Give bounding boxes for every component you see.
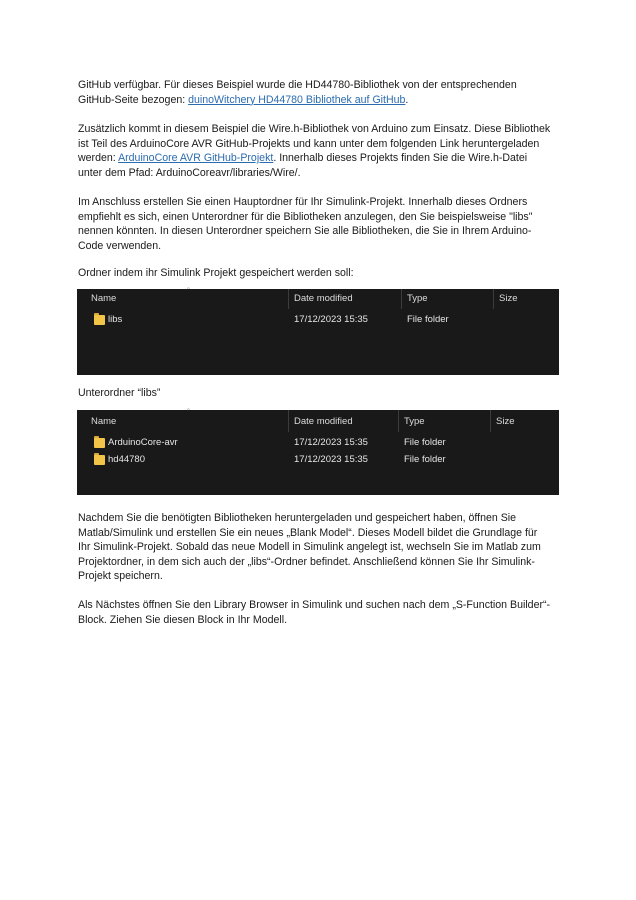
text-line: werden: bbox=[78, 152, 119, 165]
column-divider bbox=[288, 289, 289, 309]
text-line: unter dem Pfad: ArduinoCoreavr/libraries/Wire/. bbox=[78, 166, 301, 179]
text-line: Ordner indem ihr Simulink Projekt gespeichert werden soll: bbox=[78, 267, 354, 279]
text-line: Block. Ziehen Sie diesen Block in Ihr Modell. bbox=[78, 613, 288, 626]
explorer-header bbox=[77, 286, 559, 309]
column-name[interactable]: Name bbox=[91, 293, 117, 304]
file-date: 17/12/2023 15:35 bbox=[294, 437, 368, 448]
link-arduinocore-avr[interactable]: ArduinoCore AVR GitHub-Projekt bbox=[118, 152, 274, 165]
sort-caret-icon: ⌃ bbox=[185, 407, 192, 416]
folder-icon bbox=[94, 436, 105, 448]
paragraph-sfunction-builder bbox=[78, 598, 560, 627]
text-line: Code verwenden. bbox=[78, 239, 162, 252]
file-date: 17/12/2023 15:35 bbox=[294, 454, 368, 465]
text-line: nennen könnten. In diesen Unterordner speichern Sie alle Bibliotheken, die Sie in Ihrem Arduino- bbox=[78, 225, 532, 238]
caption-project-folder bbox=[78, 266, 560, 281]
file-name: hd44780 bbox=[108, 454, 145, 465]
column-type[interactable]: Type bbox=[407, 293, 428, 304]
sort-caret-icon: ⌃ bbox=[185, 286, 192, 295]
text-line: Nachdem Sie die benötigten Bibliotheken heruntergeladen und gespeichert haben, öffnen Sie bbox=[78, 512, 517, 524]
column-size[interactable]: Size bbox=[499, 293, 518, 304]
file-row-hd44780[interactable] bbox=[77, 452, 559, 468]
text-line: . bbox=[405, 93, 409, 106]
text-line: Matlab/Simulink und erstellen Sie ein neues „Blank Model“. Dieses Modell bildet die Grundlage für bbox=[78, 526, 538, 539]
paragraph-blank-model bbox=[78, 511, 560, 584]
column-type[interactable]: Type bbox=[404, 416, 425, 427]
column-divider bbox=[490, 410, 491, 432]
text-line: Projektordner, in dem sich auch der „libs“-Ordner befindet. Anschließend können Sie Ihr Simulink- bbox=[78, 555, 535, 568]
file-row-libs[interactable] bbox=[77, 312, 559, 328]
text-line: . Innerhalb dieses Projekts finden Sie die Wire.h-Datei bbox=[273, 152, 528, 165]
file-type: File folder bbox=[404, 437, 446, 448]
text-line: empfiehlt es sich, einen Unterordner für die Bibliotheken anzulegen, den Sie beispielsweise "libs" bbox=[78, 210, 533, 223]
link-duinowitchery-hd44780[interactable]: duinoWitchery HD44780 Bibliothek auf GitHub bbox=[188, 93, 406, 106]
text-line: GitHub-Seite bezogen: bbox=[78, 93, 189, 106]
column-date-modified[interactable]: Date modified bbox=[294, 293, 353, 304]
folder-icon bbox=[94, 313, 105, 325]
paragraph-github-source bbox=[78, 78, 560, 107]
file-name: ArduinoCore-avr bbox=[108, 437, 178, 448]
text-line: Im Anschluss erstellen Sie einen Hauptordner für Ihr Simulink-Projekt. Innerhalb dieses Ordners bbox=[78, 196, 528, 208]
paragraph-wire-library bbox=[78, 122, 560, 180]
paragraph-project-folder bbox=[78, 195, 560, 253]
column-divider bbox=[401, 289, 402, 309]
text-line: Zusätzlich kommt in diesem Beispiel die Wire.h-Bibliothek von Arduino zum Einsatz. Diese Bibliothek bbox=[78, 123, 551, 135]
column-divider bbox=[493, 289, 494, 309]
folder-icon bbox=[94, 453, 105, 465]
caption-libs-subfolder bbox=[78, 386, 560, 401]
text-line: Projekt speichern. bbox=[78, 570, 163, 583]
explorer-screenshot-libs bbox=[77, 407, 559, 495]
file-row-arduinocore-avr[interactable] bbox=[77, 435, 559, 451]
text-line: Als Nächstes öffnen Sie den Library Browser in Simulink und suchen nach dem „S-Function Builder“- bbox=[78, 599, 551, 611]
file-name: libs bbox=[108, 314, 123, 325]
column-date-modified[interactable]: Date modified bbox=[294, 416, 353, 427]
text-line: GitHub verfügbar. Für dieses Beispiel wurde die HD44780-Bibliothek von der entsprechenden bbox=[78, 79, 517, 91]
file-type: File folder bbox=[407, 314, 449, 325]
column-divider bbox=[288, 410, 289, 432]
explorer-screenshot-project bbox=[77, 286, 559, 375]
text-line: Ihr Simulink-Projekt. Sobald das neue Modell in Simulink angelegt ist, wechseln Sie im Matlab zum bbox=[78, 541, 541, 554]
text-line: Unterordner “libs” bbox=[78, 387, 161, 399]
column-divider bbox=[398, 410, 399, 432]
text-line: ist Teil des ArduinoCore AVR GitHub-Projekts und kann unter dem folgenden Link heruntergeladen bbox=[78, 137, 540, 150]
explorer-header bbox=[77, 407, 559, 432]
file-type: File folder bbox=[404, 454, 446, 465]
column-size[interactable]: Size bbox=[496, 416, 515, 427]
column-name[interactable]: Name bbox=[91, 416, 117, 427]
file-date: 17/12/2023 15:35 bbox=[294, 314, 368, 325]
